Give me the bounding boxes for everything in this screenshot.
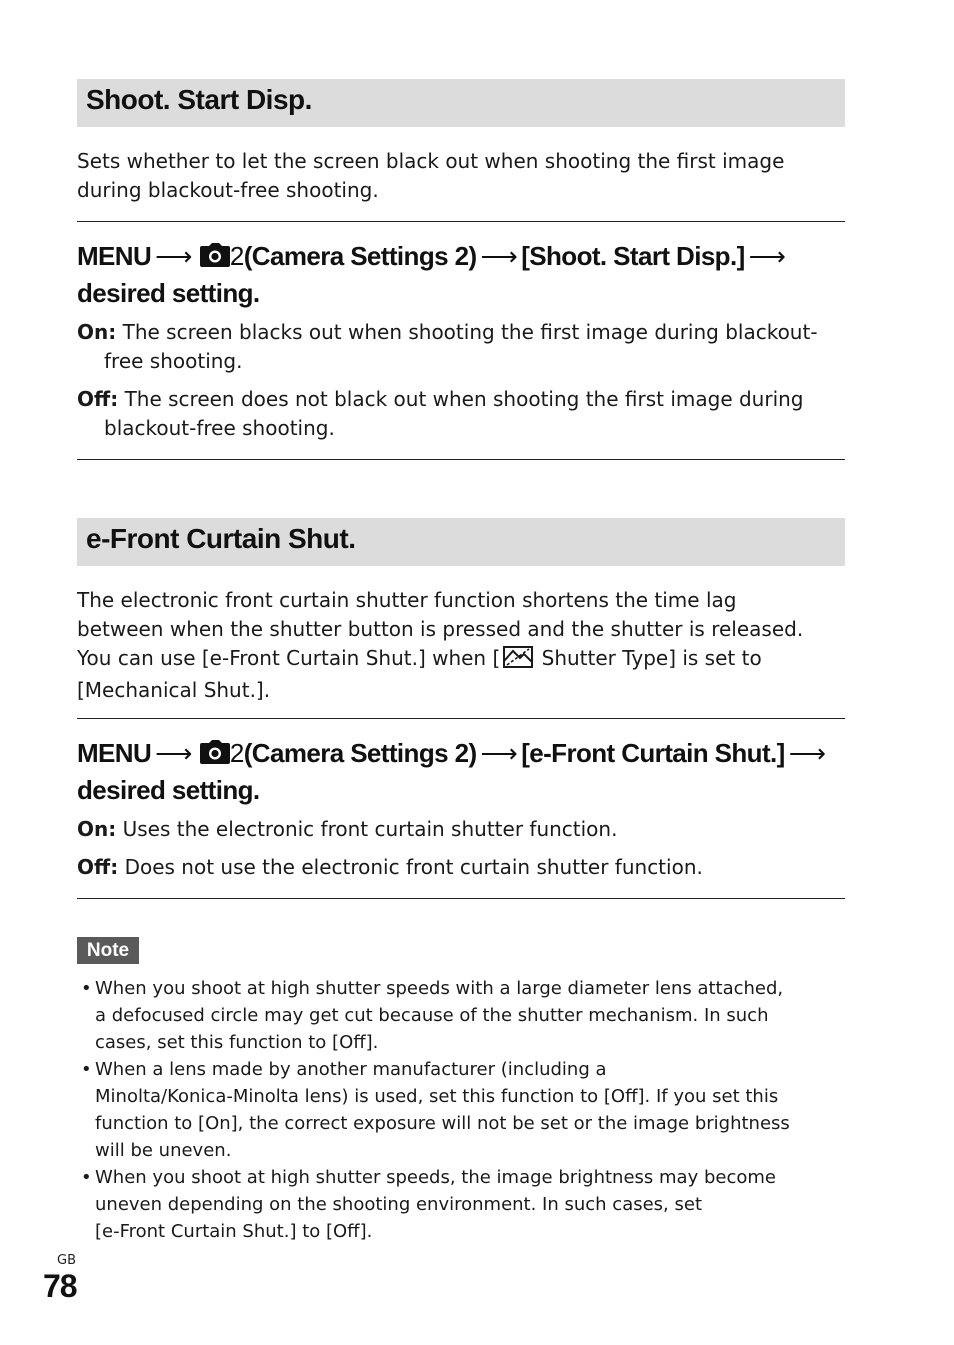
menu-part: [e-Front Curtain Shut.] bbox=[521, 738, 785, 768]
option-off bbox=[77, 853, 845, 882]
note-item bbox=[80, 975, 850, 1056]
note-line: When you shoot at high shutter speeds with a large diameter lens attached, bbox=[95, 978, 784, 999]
option-text: Does not use the electronic front curtain shutter function. bbox=[124, 855, 703, 879]
right-arrow-icon: ⟶ bbox=[155, 241, 192, 271]
description-line: Sets whether to let the screen black out when shooting the first image bbox=[77, 149, 785, 173]
divider bbox=[77, 459, 845, 460]
menu-path bbox=[77, 736, 845, 808]
option-on bbox=[77, 318, 845, 376]
option-label: On: bbox=[77, 817, 117, 841]
section-description bbox=[77, 147, 845, 205]
menu-label: MENU bbox=[77, 241, 152, 271]
divider bbox=[77, 898, 845, 899]
option-text: Uses the electronic front curtain shutter function. bbox=[122, 817, 618, 841]
option-label: On: bbox=[77, 320, 117, 344]
note-line: Minolta/Konica-Minolta lens) is used, set this function to [Off]. If you set this bbox=[95, 1086, 779, 1107]
menu-line-2: desired setting. bbox=[77, 278, 260, 308]
section-title: Shoot. Start Disp. bbox=[86, 84, 312, 115]
note-label: Note bbox=[77, 937, 139, 964]
note-line: uneven depending on the shooting environment. In such cases, set bbox=[95, 1194, 703, 1215]
camera-icon bbox=[200, 241, 230, 276]
tab-number: 2 bbox=[229, 241, 244, 271]
divider bbox=[77, 221, 845, 222]
option-text: The screen blacks out when shooting the first image during blackout- bbox=[122, 320, 818, 344]
divider bbox=[77, 718, 845, 719]
note-line: When you shoot at high shutter speeds, the image brightness may become bbox=[95, 1167, 776, 1188]
note-line: function to [On], the correct exposure will not be set or the image brightness bbox=[95, 1113, 790, 1134]
note-item bbox=[80, 1056, 850, 1164]
menu-label: MENU bbox=[77, 738, 152, 768]
region-code: GB bbox=[57, 1253, 76, 1268]
right-arrow-icon: ⟶ bbox=[480, 241, 518, 271]
option-text-continued: blackout-free shooting. bbox=[104, 416, 335, 440]
right-arrow-icon: ⟶ bbox=[748, 241, 786, 271]
shutter-type-icon bbox=[503, 646, 533, 676]
option-label: Off: bbox=[77, 387, 119, 411]
description-line: You can use [e-Front Curtain Shut.] when [ bbox=[77, 646, 501, 670]
option-on bbox=[77, 815, 845, 844]
menu-part: (Camera Settings 2) bbox=[243, 241, 477, 271]
note-line: cases, set this function to [Off]. bbox=[95, 1032, 379, 1053]
note-line: [e-Front Curtain Shut.] to [Off]. bbox=[95, 1221, 373, 1242]
note-line: When a lens made by another manufacturer (including a bbox=[95, 1059, 607, 1080]
description-line: [Mechanical Shut.]. bbox=[77, 678, 271, 702]
option-text-continued: free shooting. bbox=[104, 349, 243, 373]
description-line: The electronic front curtain shutter function shortens the time lag bbox=[77, 588, 737, 612]
note-line: a defocused circle may get cut because of the shutter mechanism. In such bbox=[95, 1005, 769, 1026]
section-title-banner bbox=[77, 518, 845, 566]
camera-icon bbox=[200, 738, 230, 773]
section-description bbox=[77, 586, 845, 705]
menu-line-2: desired setting. bbox=[77, 775, 260, 805]
menu-path bbox=[77, 239, 845, 311]
bullet: • bbox=[81, 1167, 92, 1188]
description-line: Shutter Type] is set to bbox=[535, 646, 762, 670]
bullet: • bbox=[81, 1059, 92, 1080]
right-arrow-icon: ⟶ bbox=[155, 738, 192, 768]
description-line: during blackout-free shooting. bbox=[77, 178, 379, 202]
bullet: • bbox=[81, 978, 92, 999]
right-arrow-icon: ⟶ bbox=[788, 738, 826, 768]
option-off bbox=[77, 385, 845, 443]
option-label: Off: bbox=[77, 855, 119, 879]
option-text: The screen does not black out when shooting the first image during bbox=[124, 387, 804, 411]
note-line: will be uneven. bbox=[95, 1140, 232, 1161]
menu-part: (Camera Settings 2) bbox=[243, 738, 477, 768]
note-item bbox=[80, 1164, 850, 1245]
right-arrow-icon: ⟶ bbox=[480, 738, 518, 768]
note-list bbox=[80, 975, 850, 1245]
section-title: e-Front Curtain Shut. bbox=[86, 523, 356, 554]
page-number: 78 bbox=[43, 1268, 77, 1304]
description-line: between when the shutter button is pressed and the shutter is released. bbox=[77, 617, 804, 641]
menu-part: [Shoot. Start Disp.] bbox=[521, 241, 745, 271]
section-title-banner bbox=[77, 79, 845, 127]
tab-number: 2 bbox=[229, 738, 244, 768]
